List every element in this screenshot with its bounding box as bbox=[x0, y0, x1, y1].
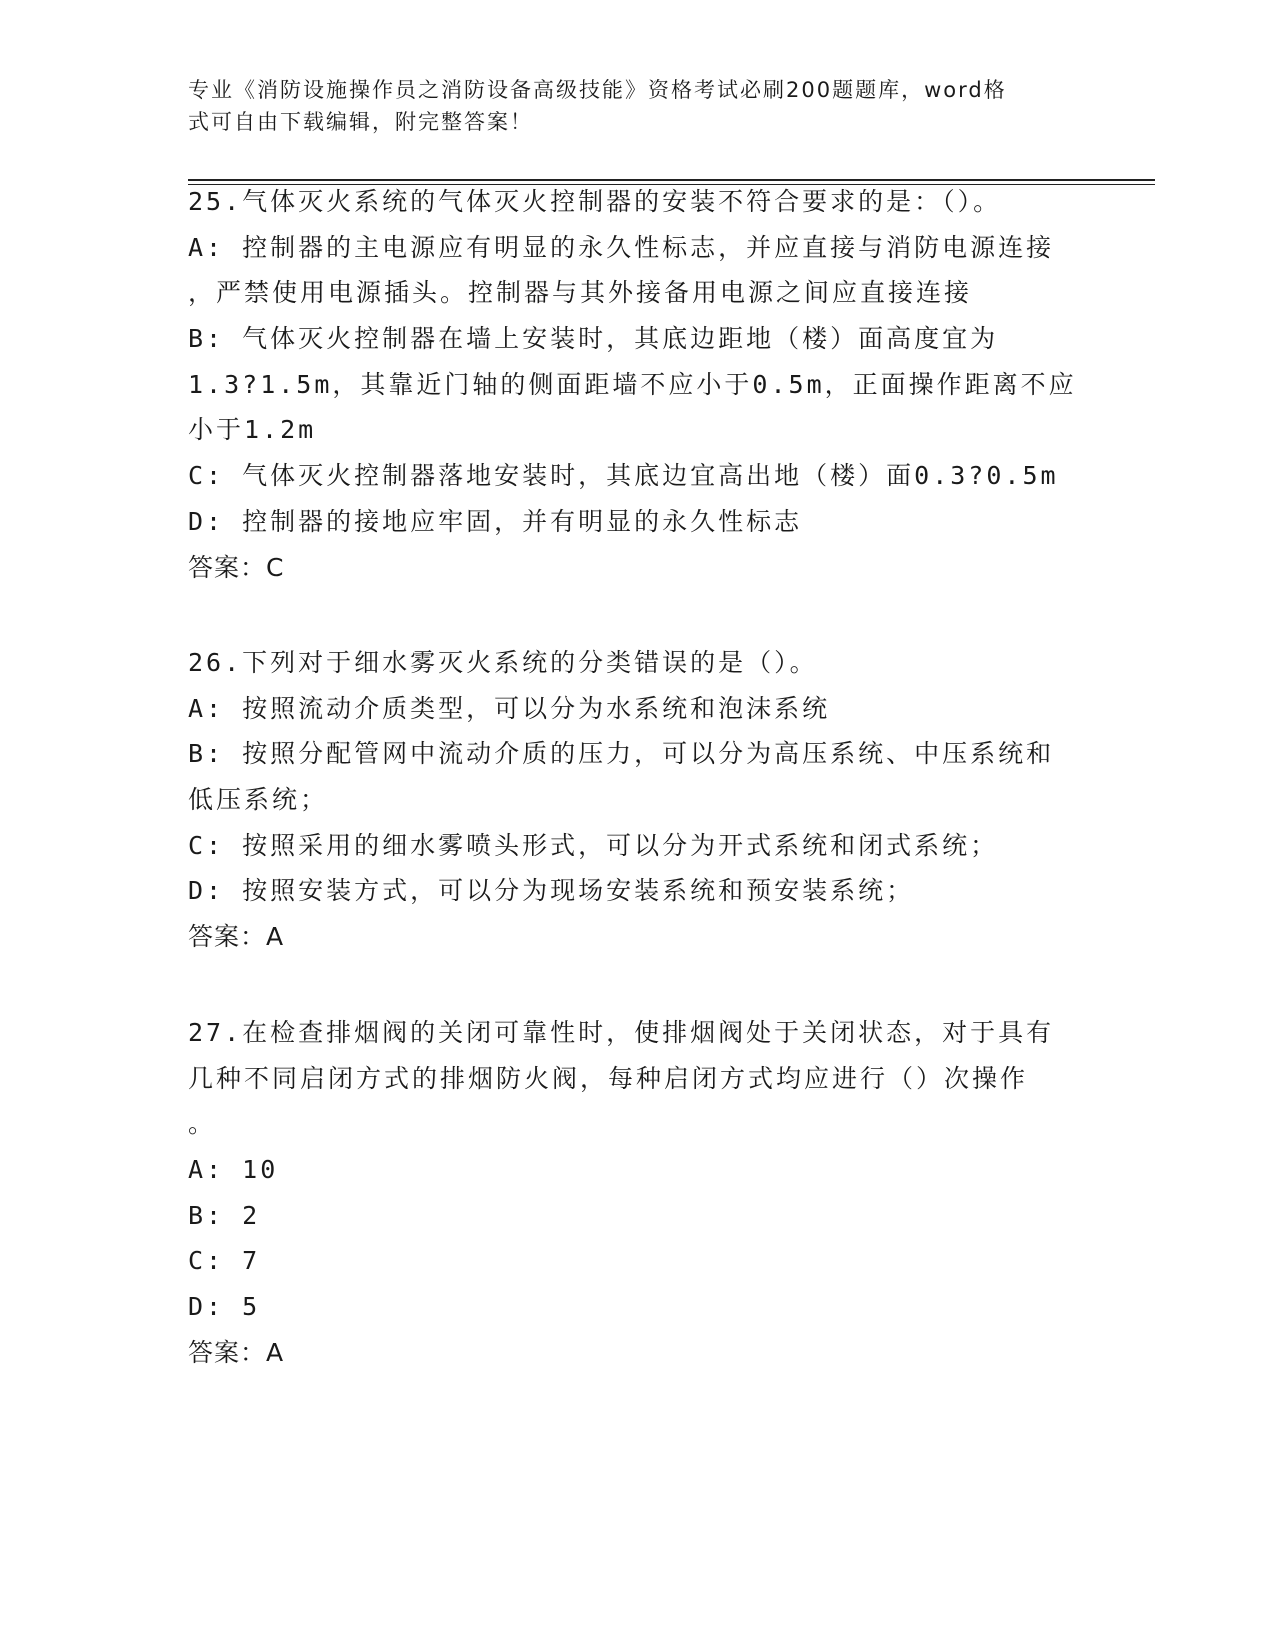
question-27-stem-cont: 。 bbox=[188, 1109, 217, 1139]
header-text-line-1: 专业《消防设施操作员之消防设备高级技能》资格考试必刷200题题库，word格 bbox=[188, 78, 1007, 102]
question-27-option-c: C: 7 bbox=[188, 1246, 261, 1276]
question-25-option-d: D: 控制器的接地应牢固，并有明显的永久性标志 bbox=[188, 506, 803, 536]
question-27 bbox=[188, 1010, 1088, 1376]
question-25-option-b-cont: 小于1.2m bbox=[188, 415, 317, 445]
question-25-option-b-cont: 1.3?1.5m，其靠近门轴的侧面距墙不应小于0.5m，正面操作距离不应 bbox=[188, 369, 1077, 399]
question-27-option-d: D: 5 bbox=[188, 1292, 261, 1322]
question-26-option-b: B: 按照分配管网中流动介质的压力，可以分为高压系统、中压系统和 bbox=[188, 739, 1055, 769]
question-27-option-a: A: 10 bbox=[188, 1155, 279, 1185]
question-26-stem: 26.下列对于细水雾灭火系统的分类错误的是（）。 bbox=[188, 648, 818, 677]
question-25-option-b: B: 气体灭火控制器在墙上安装时，其底边距地（楼）面高度宜为 bbox=[188, 324, 999, 354]
question-26 bbox=[188, 640, 1088, 960]
question-27-answer: 答案：A bbox=[188, 1337, 285, 1367]
question-26-answer: 答案：A bbox=[188, 922, 285, 952]
question-26-option-d: D: 按照安装方式，可以分为现场安装系统和预安装系统； bbox=[188, 876, 915, 906]
document-header bbox=[188, 74, 1068, 138]
question-25-answer: 答案：C bbox=[188, 552, 285, 582]
question-26-option-c: C: 按照采用的细水雾喷头形式，可以分为开式系统和闭式系统； bbox=[188, 830, 999, 860]
question-25 bbox=[188, 179, 1088, 590]
question-27-option-b: B: 2 bbox=[188, 1200, 261, 1230]
question-25-option-a-cont: ，严禁使用电源插头。控制器与其外接备用电源之间应直接连接 bbox=[188, 278, 973, 308]
question-25-option-a: A: 控制器的主电源应有明显的永久性标志，并应直接与消防电源连接 bbox=[188, 232, 1055, 262]
question-25-stem: 25.气体灭火系统的气体灭火控制器的安装不符合要求的是：（）。 bbox=[188, 187, 1002, 216]
question-27-stem: 27.在检查排烟阀的关闭可靠性时，使排烟阀处于关闭状态，对于具有 bbox=[188, 1018, 1055, 1047]
question-25-option-c: C: 气体灭火控制器落地安装时，其底边宜高出地（楼）面0.3?0.5m bbox=[188, 461, 1059, 491]
question-26-option-a: A: 按照流动介质类型，可以分为水系统和泡沫系统 bbox=[188, 693, 831, 723]
question-26-option-b-cont: 低压系统； bbox=[188, 785, 329, 815]
header-text-line-2: 式可自由下载编辑，附完整答案！ bbox=[188, 110, 533, 134]
question-27-stem-cont: 几种不同启闭方式的排烟防火阀，每种启闭方式均应进行（）次操作 bbox=[188, 1063, 1029, 1093]
